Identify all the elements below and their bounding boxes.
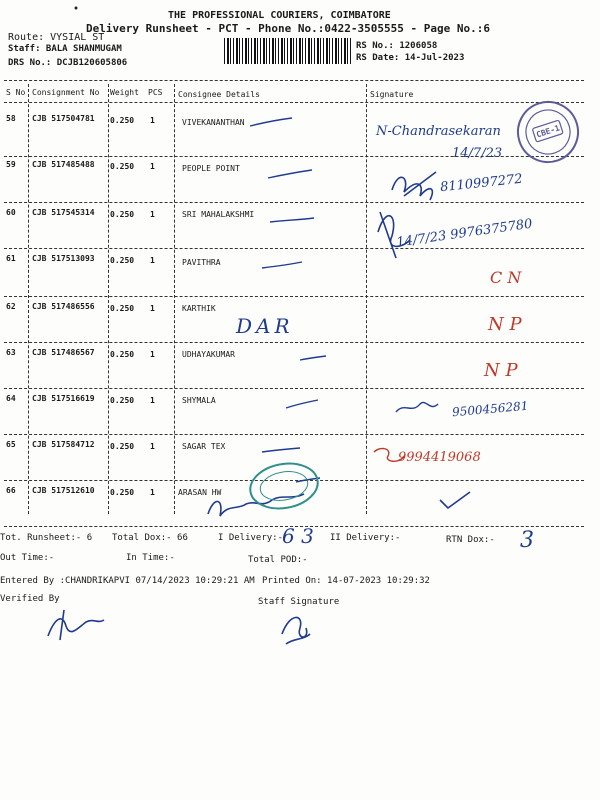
handwritten-phone: 9994419068 — [398, 450, 481, 465]
verified-by: Verified By — [0, 594, 60, 604]
row-sno: 66 — [6, 486, 16, 495]
row-pcs: 1 — [150, 162, 155, 171]
row-sno: 58 — [6, 114, 16, 123]
row-consignee: PEOPLE POINT — [182, 164, 240, 173]
col-header-weight: Weight — [110, 88, 139, 97]
row-consignment: CJB 517584712 — [32, 440, 95, 449]
rs-number: RS No.: 1206058 — [356, 41, 438, 51]
row-weight: 0.250 — [110, 350, 135, 359]
row-sno: 61 — [6, 254, 16, 263]
runsheet-title: Delivery Runsheet - PCT - Phone No.:0422-3505555 - Page No.:6 — [86, 22, 490, 35]
rs-date: RS Date: 14-Jul-2023 — [356, 53, 465, 63]
handwritten-remark: DAR — [236, 314, 294, 338]
total-dox: Total Dox:- 66 — [112, 533, 188, 543]
tick-mark — [262, 262, 302, 268]
row-pcs: 1 — [150, 210, 155, 219]
row-pcs: 1 — [150, 488, 155, 497]
handwritten-rtn-dox: 3 — [520, 528, 534, 553]
stamp-text: CBE-1 — [535, 123, 561, 140]
handwritten-i-delivery: 6 3 — [282, 524, 314, 548]
row-consignee: VIVEKANANTHAN — [182, 118, 245, 127]
signature — [396, 402, 438, 412]
row-consignment: CJB 517504781 — [32, 114, 95, 123]
row-pcs: 1 — [150, 442, 155, 451]
row-pcs: 1 — [150, 396, 155, 405]
ink-dot — [75, 7, 78, 10]
row-weight: 0.250 — [110, 304, 135, 313]
tick-mark — [300, 356, 326, 360]
col-header-sno: S No — [6, 88, 26, 97]
row-consignee: SAGAR TEX — [182, 442, 226, 451]
staff-signature — [282, 617, 310, 644]
row-consignment: CJB 517485488 — [32, 160, 95, 169]
tick-mark — [270, 218, 314, 222]
handwritten-phone: 9500456281 — [451, 398, 529, 420]
col-header-signature: Signature — [370, 90, 414, 99]
row-weight: 0.250 — [110, 210, 135, 219]
company-name: THE PROFESSIONAL COURIERS, COIMBATORE — [168, 10, 391, 21]
handwritten-status: C N — [490, 268, 522, 287]
row-sno: 65 — [6, 440, 16, 449]
row-weight: 0.250 — [110, 256, 135, 265]
row-pcs: 1 — [150, 350, 155, 359]
row-pcs: 1 — [150, 304, 155, 313]
row-consignment: CJB 517545314 — [32, 208, 95, 217]
row-consignee: PAVITHRA — [182, 258, 221, 267]
row-consignment: CJB 517513093 — [32, 254, 95, 263]
total-runsheet: Tot. Runsheet:- 6 — [0, 533, 93, 543]
row-weight: 0.250 — [110, 396, 135, 405]
row-consignment: CJB 517516619 — [32, 394, 95, 403]
signature — [392, 172, 436, 200]
row-pcs: 1 — [150, 116, 155, 125]
route-label: Route: VYSIAL ST — [8, 32, 105, 43]
tick-mark — [250, 118, 292, 126]
row-weight: 0.250 — [110, 116, 135, 125]
row-weight: 0.250 — [110, 162, 135, 171]
row-consignment: CJB 517486556 — [32, 302, 95, 311]
col-header-consignment: Consignment No — [32, 88, 100, 97]
row-consignee: ARASAN HW — [178, 488, 222, 497]
handwritten-status: N P — [488, 314, 522, 335]
in-time: In Time:- — [126, 553, 175, 563]
printed-on: Printed On: 14-07-2023 10:29:32 — [262, 576, 430, 586]
i-delivery-label: I Delivery:- — [218, 533, 284, 543]
rtn-dox-label: RTN Dox:- — [446, 535, 495, 545]
col-header-pcs: PCS — [148, 88, 163, 97]
staff-signature-label: Staff Signature — [258, 597, 340, 607]
tick-mark — [268, 170, 312, 178]
row-consignee: UDHAYAKUMAR — [182, 350, 235, 359]
row-sno: 63 — [6, 348, 16, 357]
handwritten-date: 14/7/23 — [452, 146, 503, 161]
row-sno: 59 — [6, 160, 16, 169]
row-sno: 62 — [6, 302, 16, 311]
row-pcs: 1 — [150, 256, 155, 265]
handwritten-phone: 8110997272 — [439, 171, 524, 196]
out-time: Out Time:- — [0, 553, 55, 563]
signature — [374, 449, 404, 462]
staff-label: Staff: BALA SHANMUGAM — [8, 44, 122, 54]
entered-by: Entered By :CHANDRIKAPVI 07/14/2023 10:29:21 AM — [0, 576, 255, 586]
row-weight: 0.250 — [110, 442, 135, 451]
tick-mark — [286, 400, 318, 408]
row-weight: 0.250 — [110, 488, 135, 497]
total-pod: Total POD:- — [248, 555, 308, 565]
row-consignee: KARTHIK — [182, 304, 216, 313]
row-consignee: SRI MAHALAKSHMI — [182, 210, 255, 219]
row-consignment: CJB 517512610 — [32, 486, 95, 495]
signature — [208, 494, 304, 516]
col-header-consignee: Consignee Details — [178, 90, 260, 99]
handwritten-receiver-name: N-Chandrasekaran — [376, 124, 501, 139]
verified-signature — [48, 610, 104, 640]
row-sno: 60 — [6, 208, 16, 217]
company-stamp — [247, 458, 322, 513]
ii-delivery-label: II Delivery:- — [330, 533, 401, 543]
signature — [378, 212, 410, 258]
drs-number: DRS No.: DCJB120605806 — [8, 58, 128, 68]
tick-mark — [262, 448, 300, 452]
tick-mark — [440, 492, 470, 508]
handwritten-status: N P — [484, 360, 518, 381]
row-consignee: SHYMALA — [182, 396, 216, 405]
handwritten-date-phone: 14/7/23 9976375780 — [395, 216, 534, 251]
row-sno: 64 — [6, 394, 16, 403]
row-consignment: CJB 517486567 — [32, 348, 95, 357]
